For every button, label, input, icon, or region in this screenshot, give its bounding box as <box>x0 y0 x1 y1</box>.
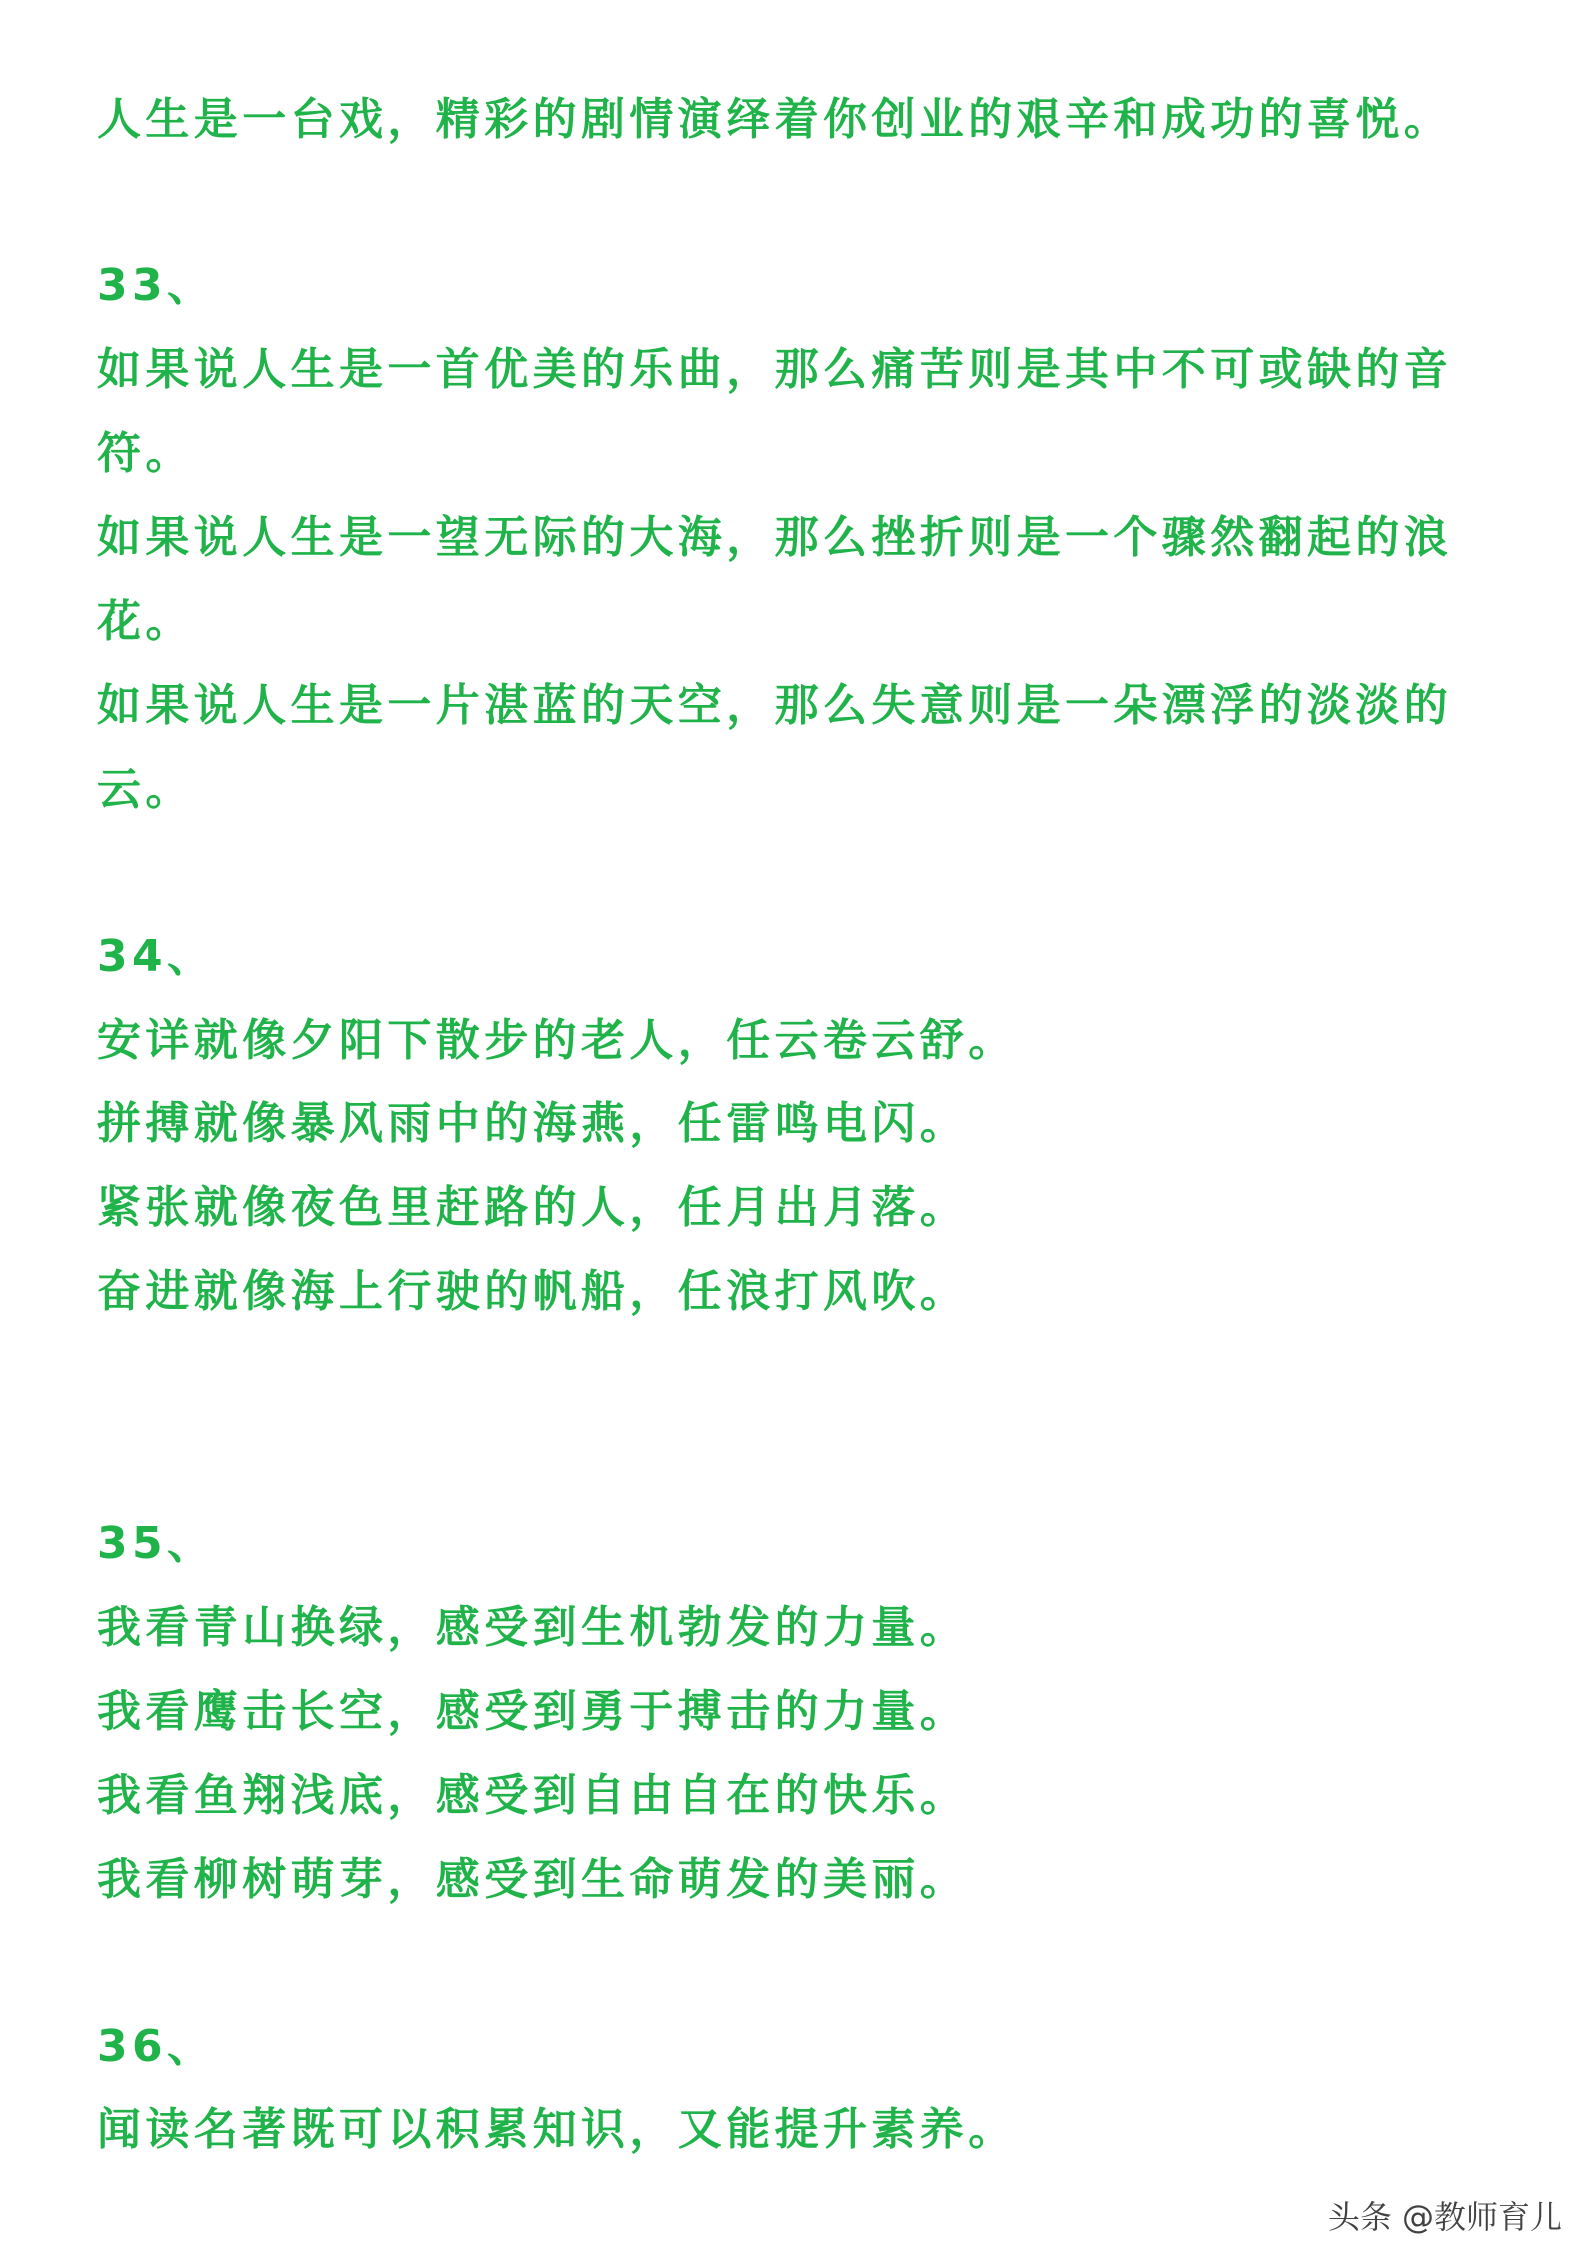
watermark: 头条 @教师育儿 <box>1327 2198 1562 2236</box>
text-line: 我看鹰击长空，感受到勇于搏击的力量。 <box>97 1686 969 1737</box>
text-line: 符。 <box>97 428 194 479</box>
text-line: 拼搏就像暴风雨中的海燕，任雷鸣电闪。 <box>97 1098 969 1149</box>
text-line: 花。 <box>97 596 194 647</box>
text-line: 闻读名著既可以积累知识，又能提升素养。 <box>97 2104 1017 2155</box>
section-number: 35、 <box>97 1518 216 1569</box>
text-line: 安详就像夕阳下散步的老人，任云卷云舒。 <box>97 1015 1017 1066</box>
text-line: 紧张就像夜色里赶路的人，任月出月落。 <box>97 1182 969 1233</box>
section-number: 36、 <box>97 2021 216 2072</box>
text-line: 人生是一台戏，精彩的剧情演绎着你创业的艰辛和成功的喜悦。 <box>97 94 1453 145</box>
text-line: 我看鱼翔浅底，感受到自由自在的快乐。 <box>97 1770 969 1821</box>
section-number: 34、 <box>97 931 216 982</box>
section-number: 33、 <box>97 260 216 311</box>
text-line: 如果说人生是一片湛蓝的天空，那么失意则是一朵漂浮的淡淡的 <box>97 680 1453 731</box>
text-line: 我看柳树萌芽，感受到生命萌发的美丽。 <box>97 1854 969 1905</box>
text-line: 云。 <box>97 764 194 815</box>
text-line: 如果说人生是一望无际的大海，那么挫折则是一个骤然翻起的浪 <box>97 512 1453 563</box>
text-line: 我看青山换绿，感受到生机勃发的力量。 <box>97 1602 969 1653</box>
text-line: 如果说人生是一首优美的乐曲，那么痛苦则是其中不可或缺的音 <box>97 344 1453 395</box>
text-line: 奋进就像海上行驶的帆船，任浪打风吹。 <box>97 1266 969 1317</box>
